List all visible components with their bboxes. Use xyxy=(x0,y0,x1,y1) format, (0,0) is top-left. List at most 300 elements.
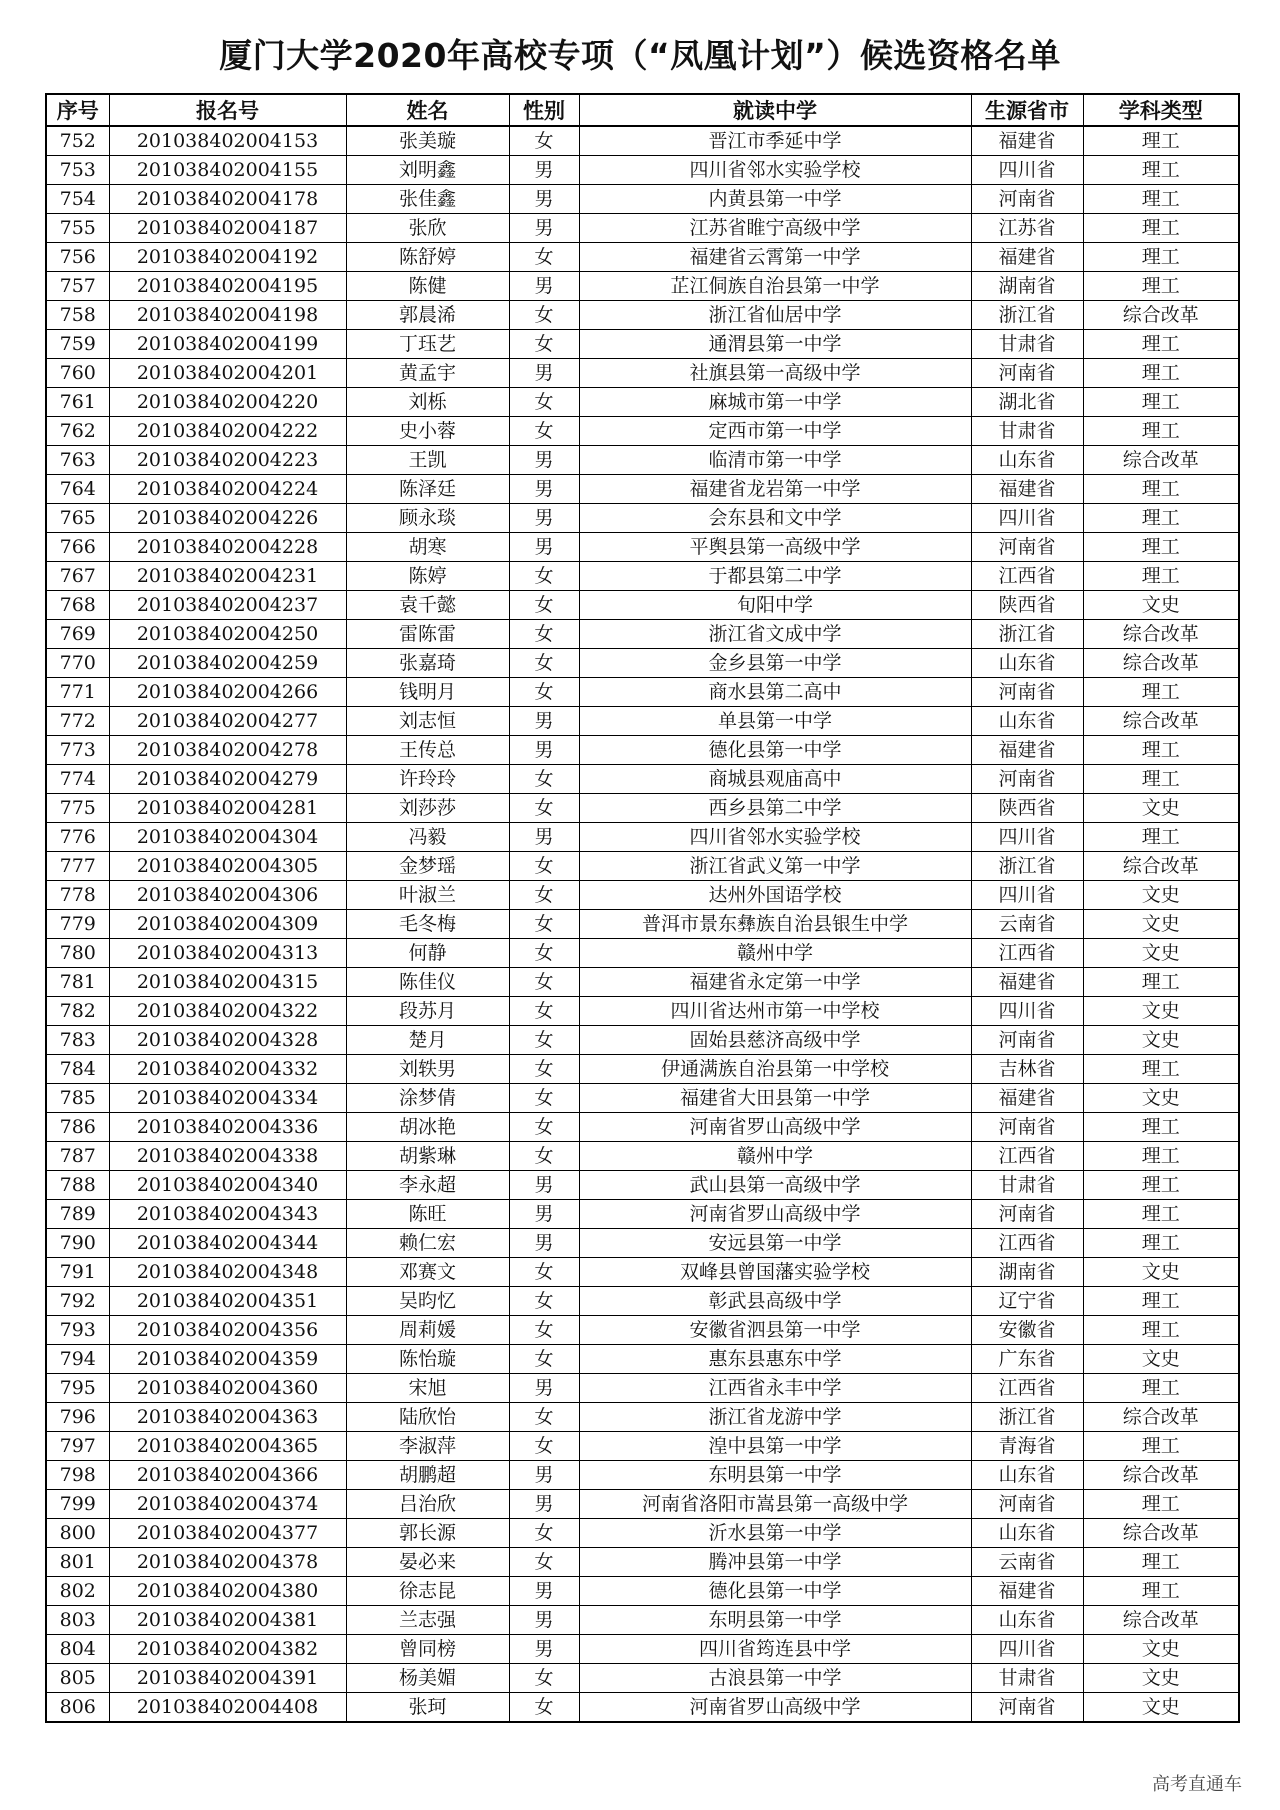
cell-school: 普洱市景东彝族自治县银生中学 xyxy=(579,910,971,939)
table-row xyxy=(46,1171,1239,1200)
cell-subject: 综合改革 xyxy=(1083,1403,1239,1432)
cell-gender: 女 xyxy=(509,591,579,620)
cell-index: 767 xyxy=(46,562,109,591)
cell-province: 河南省 xyxy=(971,678,1083,707)
cell-index: 778 xyxy=(46,881,109,910)
cell-province: 浙江省 xyxy=(971,301,1083,330)
table-row xyxy=(46,330,1239,359)
cell-name: 王凯 xyxy=(346,446,509,475)
cell-index: 762 xyxy=(46,417,109,446)
cell-index: 779 xyxy=(46,910,109,939)
cell-gender: 女 xyxy=(509,939,579,968)
cell-name: 陈婷 xyxy=(346,562,509,591)
cell-index: 806 xyxy=(46,1693,109,1723)
cell-name: 曾同榜 xyxy=(346,1635,509,1664)
cell-school: 惠东县惠东中学 xyxy=(579,1345,971,1374)
col-header-reg-no: 报名号 xyxy=(109,94,346,126)
cell-index: 777 xyxy=(46,852,109,881)
cell-name: 宋旭 xyxy=(346,1374,509,1403)
cell-name: 丁珏艺 xyxy=(346,330,509,359)
cell-gender: 女 xyxy=(509,852,579,881)
cell-subject: 理工 xyxy=(1083,765,1239,794)
cell-name: 刘栎 xyxy=(346,388,509,417)
cell-school: 旬阳中学 xyxy=(579,591,971,620)
cell-reg-no: 201038402004360 xyxy=(109,1374,346,1403)
table-row xyxy=(46,620,1239,649)
cell-name: 史小蓉 xyxy=(346,417,509,446)
cell-province: 河南省 xyxy=(971,1113,1083,1142)
table-row xyxy=(46,736,1239,765)
cell-school: 安徽省泗县第一中学 xyxy=(579,1316,971,1345)
cell-reg-no: 201038402004226 xyxy=(109,504,346,533)
cell-school: 商城县观庙高中 xyxy=(579,765,971,794)
cell-name: 赖仁宏 xyxy=(346,1229,509,1258)
col-header-school: 就读中学 xyxy=(579,94,971,126)
cell-gender: 男 xyxy=(509,359,579,388)
cell-gender: 女 xyxy=(509,620,579,649)
cell-school: 河南省罗山高级中学 xyxy=(579,1200,971,1229)
cell-index: 774 xyxy=(46,765,109,794)
cell-province: 浙江省 xyxy=(971,620,1083,649)
table-row xyxy=(46,939,1239,968)
page-title: 厦门大学2020年高校专项（“凤凰计划”）候选资格名单 xyxy=(219,36,1061,75)
cell-index: 792 xyxy=(46,1287,109,1316)
cell-reg-no: 201038402004309 xyxy=(109,910,346,939)
cell-subject: 理工 xyxy=(1083,1171,1239,1200)
cell-reg-no: 201038402004348 xyxy=(109,1258,346,1287)
cell-index: 785 xyxy=(46,1084,109,1113)
cell-reg-no: 201038402004223 xyxy=(109,446,346,475)
cell-name: 胡冰艳 xyxy=(346,1113,509,1142)
cell-province: 陕西省 xyxy=(971,794,1083,823)
table-row xyxy=(46,1606,1239,1635)
cell-subject: 文史 xyxy=(1083,794,1239,823)
cell-index: 801 xyxy=(46,1548,109,1577)
cell-school: 固始县慈济高级中学 xyxy=(579,1026,971,1055)
cell-gender: 男 xyxy=(509,1577,579,1606)
cell-index: 798 xyxy=(46,1461,109,1490)
cell-province: 四川省 xyxy=(971,823,1083,852)
cell-school: 内黄县第一中学 xyxy=(579,185,971,214)
cell-gender: 女 xyxy=(509,1432,579,1461)
cell-school: 西乡县第二中学 xyxy=(579,794,971,823)
cell-province: 河南省 xyxy=(971,1490,1083,1519)
cell-province: 福建省 xyxy=(971,1084,1083,1113)
table-row xyxy=(46,301,1239,330)
cell-reg-no: 201038402004155 xyxy=(109,156,346,185)
table-row xyxy=(46,1084,1239,1113)
cell-province: 广东省 xyxy=(971,1345,1083,1374)
cell-gender: 女 xyxy=(509,997,579,1026)
cell-gender: 男 xyxy=(509,185,579,214)
table-row xyxy=(46,1432,1239,1461)
col-header-subject: 学科类型 xyxy=(1083,94,1239,126)
cell-name: 涂梦倩 xyxy=(346,1084,509,1113)
col-header-name: 姓名 xyxy=(346,94,509,126)
table-row xyxy=(46,1461,1239,1490)
cell-reg-no: 201038402004237 xyxy=(109,591,346,620)
cell-subject: 理工 xyxy=(1083,1316,1239,1345)
cell-school: 四川省邻水实验学校 xyxy=(579,156,971,185)
cell-name: 叶淑兰 xyxy=(346,881,509,910)
cell-index: 775 xyxy=(46,794,109,823)
cell-index: 793 xyxy=(46,1316,109,1345)
cell-province: 湖北省 xyxy=(971,388,1083,417)
table-row xyxy=(46,156,1239,185)
table-row xyxy=(46,185,1239,214)
cell-index: 796 xyxy=(46,1403,109,1432)
cell-name: 冯毅 xyxy=(346,823,509,852)
cell-province: 云南省 xyxy=(971,910,1083,939)
cell-subject: 理工 xyxy=(1083,968,1239,997)
table-row xyxy=(46,1316,1239,1345)
table-row xyxy=(46,1113,1239,1142)
cell-school: 古浪县第一中学 xyxy=(579,1664,971,1693)
cell-school: 河南省罗山高级中学 xyxy=(579,1113,971,1142)
cell-province: 甘肃省 xyxy=(971,330,1083,359)
cell-subject: 理工 xyxy=(1083,533,1239,562)
cell-province: 安徽省 xyxy=(971,1316,1083,1345)
cell-school: 江西省永丰中学 xyxy=(579,1374,971,1403)
cell-subject: 理工 xyxy=(1083,185,1239,214)
cell-reg-no: 201038402004344 xyxy=(109,1229,346,1258)
cell-index: 800 xyxy=(46,1519,109,1548)
table-row xyxy=(46,475,1239,504)
cell-province: 河南省 xyxy=(971,1026,1083,1055)
cell-name: 胡鹏超 xyxy=(346,1461,509,1490)
table-row xyxy=(46,1664,1239,1693)
cell-reg-no: 201038402004343 xyxy=(109,1200,346,1229)
cell-reg-no: 201038402004381 xyxy=(109,1606,346,1635)
cell-name: 许玲玲 xyxy=(346,765,509,794)
cell-reg-no: 201038402004338 xyxy=(109,1142,346,1171)
cell-gender: 女 xyxy=(509,301,579,330)
cell-gender: 女 xyxy=(509,1142,579,1171)
table-row xyxy=(46,446,1239,475)
cell-province: 浙江省 xyxy=(971,852,1083,881)
table-row xyxy=(46,1693,1239,1723)
cell-reg-no: 201038402004408 xyxy=(109,1693,346,1723)
cell-name: 胡紫琳 xyxy=(346,1142,509,1171)
cell-subject: 理工 xyxy=(1083,1432,1239,1461)
cell-index: 787 xyxy=(46,1142,109,1171)
cell-index: 799 xyxy=(46,1490,109,1519)
cell-reg-no: 201038402004187 xyxy=(109,214,346,243)
cell-subject: 理工 xyxy=(1083,823,1239,852)
cell-index: 757 xyxy=(46,272,109,301)
table-row xyxy=(46,417,1239,446)
cell-name: 杨美媚 xyxy=(346,1664,509,1693)
cell-school: 沂水县第一中学 xyxy=(579,1519,971,1548)
cell-name: 王传总 xyxy=(346,736,509,765)
cell-reg-no: 201038402004334 xyxy=(109,1084,346,1113)
table-row xyxy=(46,1577,1239,1606)
cell-name: 张美璇 xyxy=(346,126,509,156)
cell-subject: 理工 xyxy=(1083,1229,1239,1258)
cell-name: 陈旺 xyxy=(346,1200,509,1229)
cell-name: 刘莎莎 xyxy=(346,794,509,823)
cell-school: 四川省邻水实验学校 xyxy=(579,823,971,852)
cell-gender: 男 xyxy=(509,272,579,301)
table-row xyxy=(46,678,1239,707)
cell-name: 刘志恒 xyxy=(346,707,509,736)
table-row xyxy=(46,1519,1239,1548)
cell-name: 胡寒 xyxy=(346,533,509,562)
cell-reg-no: 201038402004259 xyxy=(109,649,346,678)
cell-index: 760 xyxy=(46,359,109,388)
cell-index: 759 xyxy=(46,330,109,359)
cell-name: 毛冬梅 xyxy=(346,910,509,939)
cell-subject: 综合改革 xyxy=(1083,1461,1239,1490)
cell-school: 临清市第一中学 xyxy=(579,446,971,475)
cell-reg-no: 201038402004328 xyxy=(109,1026,346,1055)
table-row xyxy=(46,1055,1239,1084)
cell-reg-no: 201038402004356 xyxy=(109,1316,346,1345)
cell-gender: 女 xyxy=(509,1345,579,1374)
cell-subject: 文史 xyxy=(1083,1693,1239,1723)
cell-reg-no: 201038402004363 xyxy=(109,1403,346,1432)
cell-subject: 综合改革 xyxy=(1083,852,1239,881)
cell-reg-no: 201038402004306 xyxy=(109,881,346,910)
cell-province: 福建省 xyxy=(971,126,1083,156)
cell-index: 784 xyxy=(46,1055,109,1084)
cell-name: 李永超 xyxy=(346,1171,509,1200)
cell-reg-no: 201038402004305 xyxy=(109,852,346,881)
cell-province: 江西省 xyxy=(971,1374,1083,1403)
cell-gender: 女 xyxy=(509,765,579,794)
cell-province: 山东省 xyxy=(971,649,1083,678)
cell-gender: 男 xyxy=(509,1635,579,1664)
cell-school: 彰武县高级中学 xyxy=(579,1287,971,1316)
table-row xyxy=(46,881,1239,910)
cell-index: 755 xyxy=(46,214,109,243)
cell-school: 江苏省睢宁高级中学 xyxy=(579,214,971,243)
cell-reg-no: 201038402004228 xyxy=(109,533,346,562)
table-row xyxy=(46,126,1239,156)
cell-subject: 理工 xyxy=(1083,359,1239,388)
cell-school: 东明县第一中学 xyxy=(579,1461,971,1490)
candidate-table xyxy=(45,93,1240,1723)
cell-school: 福建省大田县第一中学 xyxy=(579,1084,971,1113)
cell-gender: 女 xyxy=(509,1287,579,1316)
cell-school: 福建省云霄第一中学 xyxy=(579,243,971,272)
cell-school: 赣州中学 xyxy=(579,939,971,968)
cell-reg-no: 201038402004378 xyxy=(109,1548,346,1577)
cell-school: 麻城市第一中学 xyxy=(579,388,971,417)
cell-school: 于都县第二中学 xyxy=(579,562,971,591)
cell-subject: 文史 xyxy=(1083,939,1239,968)
cell-index: 782 xyxy=(46,997,109,1026)
cell-index: 769 xyxy=(46,620,109,649)
cell-name: 黄孟宇 xyxy=(346,359,509,388)
cell-gender: 女 xyxy=(509,1113,579,1142)
cell-reg-no: 201038402004281 xyxy=(109,794,346,823)
cell-school: 伊通满族自治县第一中学校 xyxy=(579,1055,971,1084)
cell-name: 刘明鑫 xyxy=(346,156,509,185)
cell-province: 河南省 xyxy=(971,1693,1083,1723)
cell-name: 刘轶男 xyxy=(346,1055,509,1084)
cell-province: 浙江省 xyxy=(971,1403,1083,1432)
cell-province: 福建省 xyxy=(971,736,1083,765)
cell-province: 河南省 xyxy=(971,765,1083,794)
cell-subject: 理工 xyxy=(1083,1055,1239,1084)
cell-province: 江西省 xyxy=(971,939,1083,968)
cell-subject: 理工 xyxy=(1083,1577,1239,1606)
cell-province: 福建省 xyxy=(971,968,1083,997)
cell-province: 山东省 xyxy=(971,1519,1083,1548)
cell-province: 四川省 xyxy=(971,997,1083,1026)
cell-index: 768 xyxy=(46,591,109,620)
cell-subject: 理工 xyxy=(1083,1200,1239,1229)
cell-name: 晏必来 xyxy=(346,1548,509,1577)
cell-gender: 女 xyxy=(509,1693,579,1723)
cell-name: 陈泽廷 xyxy=(346,475,509,504)
cell-school: 金乡县第一中学 xyxy=(579,649,971,678)
cell-index: 795 xyxy=(46,1374,109,1403)
cell-province: 甘肃省 xyxy=(971,1171,1083,1200)
cell-index: 790 xyxy=(46,1229,109,1258)
cell-index: 753 xyxy=(46,156,109,185)
cell-gender: 女 xyxy=(509,1316,579,1345)
cell-subject: 理工 xyxy=(1083,417,1239,446)
cell-gender: 女 xyxy=(509,1258,579,1287)
cell-school: 单县第一中学 xyxy=(579,707,971,736)
cell-gender: 女 xyxy=(509,388,579,417)
cell-province: 河南省 xyxy=(971,533,1083,562)
table-row xyxy=(46,214,1239,243)
cell-gender: 男 xyxy=(509,533,579,562)
cell-reg-no: 201038402004366 xyxy=(109,1461,346,1490)
cell-name: 兰志强 xyxy=(346,1606,509,1635)
cell-gender: 男 xyxy=(509,1374,579,1403)
cell-name: 张佳鑫 xyxy=(346,185,509,214)
cell-reg-no: 201038402004266 xyxy=(109,678,346,707)
cell-gender: 女 xyxy=(509,1548,579,1577)
cell-reg-no: 201038402004220 xyxy=(109,388,346,417)
cell-school: 福建省龙岩第一中学 xyxy=(579,475,971,504)
table-row xyxy=(46,1258,1239,1287)
cell-gender: 女 xyxy=(509,649,579,678)
cell-province: 四川省 xyxy=(971,881,1083,910)
cell-reg-no: 201038402004322 xyxy=(109,997,346,1026)
cell-gender: 女 xyxy=(509,1084,579,1113)
cell-index: 754 xyxy=(46,185,109,214)
cell-subject: 理工 xyxy=(1083,1490,1239,1519)
table-row xyxy=(46,1287,1239,1316)
cell-gender: 女 xyxy=(509,243,579,272)
cell-province: 江西省 xyxy=(971,562,1083,591)
cell-gender: 女 xyxy=(509,678,579,707)
cell-subject: 综合改革 xyxy=(1083,649,1239,678)
cell-school: 湟中县第一中学 xyxy=(579,1432,971,1461)
cell-subject: 文史 xyxy=(1083,910,1239,939)
table-row xyxy=(46,1374,1239,1403)
cell-name: 郭晨浠 xyxy=(346,301,509,330)
cell-school: 安远县第一中学 xyxy=(579,1229,971,1258)
cell-index: 773 xyxy=(46,736,109,765)
cell-name: 雷陈雷 xyxy=(346,620,509,649)
cell-gender: 男 xyxy=(509,1200,579,1229)
cell-name: 郭长源 xyxy=(346,1519,509,1548)
cell-province: 河南省 xyxy=(971,1200,1083,1229)
cell-gender: 女 xyxy=(509,1403,579,1432)
cell-reg-no: 201038402004332 xyxy=(109,1055,346,1084)
cell-index: 758 xyxy=(46,301,109,330)
table-row xyxy=(46,1229,1239,1258)
cell-gender: 男 xyxy=(509,156,579,185)
cell-subject: 理工 xyxy=(1083,678,1239,707)
cell-reg-no: 201038402004365 xyxy=(109,1432,346,1461)
cell-reg-no: 201038402004277 xyxy=(109,707,346,736)
cell-reg-no: 201038402004198 xyxy=(109,301,346,330)
cell-school: 福建省永定第一中学 xyxy=(579,968,971,997)
cell-name: 张嘉琦 xyxy=(346,649,509,678)
cell-reg-no: 201038402004315 xyxy=(109,968,346,997)
table-row xyxy=(46,1635,1239,1664)
table-row xyxy=(46,1345,1239,1374)
cell-subject: 综合改革 xyxy=(1083,1606,1239,1635)
table-row xyxy=(46,765,1239,794)
cell-subject: 文史 xyxy=(1083,1635,1239,1664)
cell-school: 德化县第一中学 xyxy=(579,1577,971,1606)
table-row xyxy=(46,1026,1239,1055)
table-row xyxy=(46,388,1239,417)
cell-gender: 男 xyxy=(509,1171,579,1200)
table-row xyxy=(46,997,1239,1026)
cell-province: 山东省 xyxy=(971,1606,1083,1635)
cell-index: 783 xyxy=(46,1026,109,1055)
cell-name: 陈怡璇 xyxy=(346,1345,509,1374)
cell-reg-no: 201038402004231 xyxy=(109,562,346,591)
cell-index: 772 xyxy=(46,707,109,736)
cell-province: 吉林省 xyxy=(971,1055,1083,1084)
cell-province: 河南省 xyxy=(971,359,1083,388)
table-row xyxy=(46,910,1239,939)
cell-school: 河南省洛阳市嵩县第一高级中学 xyxy=(579,1490,971,1519)
cell-index: 763 xyxy=(46,446,109,475)
cell-gender: 女 xyxy=(509,1026,579,1055)
cell-index: 770 xyxy=(46,649,109,678)
cell-school: 商水县第二高中 xyxy=(579,678,971,707)
table-row xyxy=(46,243,1239,272)
table-row xyxy=(46,272,1239,301)
cell-index: 786 xyxy=(46,1113,109,1142)
cell-reg-no: 201038402004224 xyxy=(109,475,346,504)
cell-reg-no: 201038402004195 xyxy=(109,272,346,301)
cell-index: 791 xyxy=(46,1258,109,1287)
table-row xyxy=(46,504,1239,533)
cell-school: 浙江省文成中学 xyxy=(579,620,971,649)
cell-province: 山东省 xyxy=(971,1461,1083,1490)
cell-reg-no: 201038402004201 xyxy=(109,359,346,388)
cell-name: 吕治欣 xyxy=(346,1490,509,1519)
table-row xyxy=(46,794,1239,823)
cell-reg-no: 201038402004382 xyxy=(109,1635,346,1664)
cell-gender: 女 xyxy=(509,330,579,359)
cell-subject: 文史 xyxy=(1083,591,1239,620)
cell-gender: 女 xyxy=(509,794,579,823)
cell-index: 756 xyxy=(46,243,109,272)
cell-subject: 理工 xyxy=(1083,1374,1239,1403)
cell-province: 江西省 xyxy=(971,1229,1083,1258)
cell-province: 甘肃省 xyxy=(971,1664,1083,1693)
cell-subject: 文史 xyxy=(1083,1084,1239,1113)
cell-subject: 文史 xyxy=(1083,1026,1239,1055)
table-row xyxy=(46,1548,1239,1577)
cell-gender: 女 xyxy=(509,881,579,910)
cell-gender: 男 xyxy=(509,504,579,533)
cell-gender: 男 xyxy=(509,446,579,475)
